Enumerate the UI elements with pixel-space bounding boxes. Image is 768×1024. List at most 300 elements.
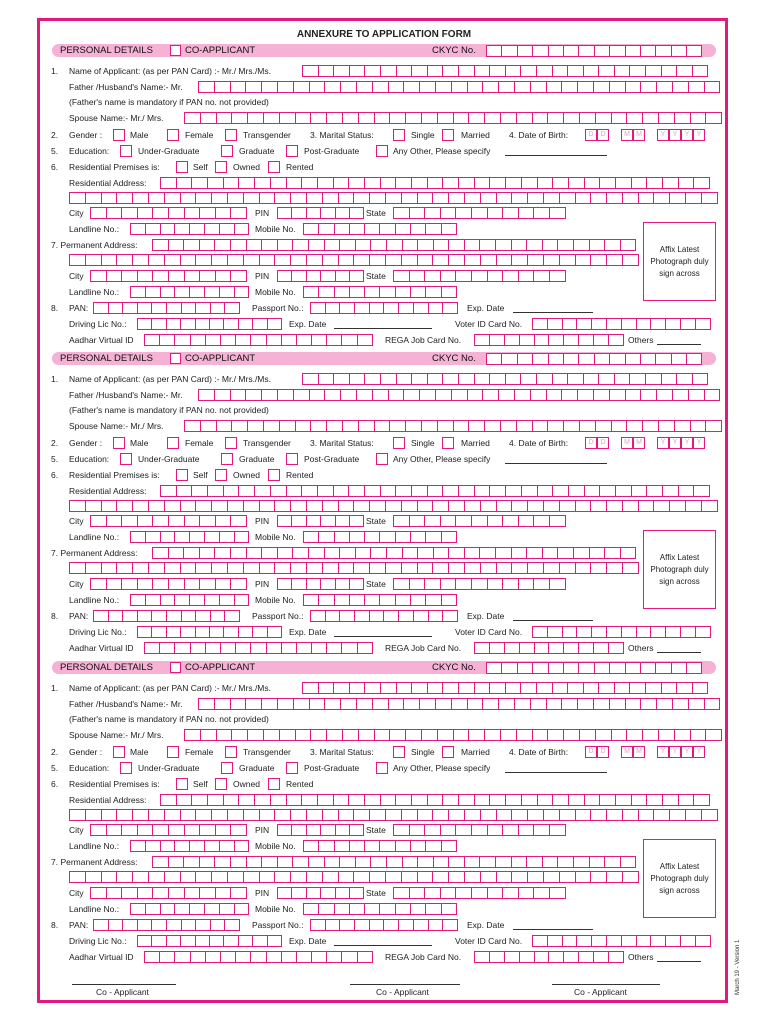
char-box[interactable] (424, 515, 441, 527)
mobile-input[interactable] (303, 840, 456, 852)
char-box[interactable] (204, 594, 220, 606)
char-box[interactable] (686, 662, 702, 674)
char-box[interactable] (152, 547, 169, 559)
char-box[interactable] (534, 642, 550, 654)
char-box[interactable] (227, 562, 244, 574)
char-box[interactable] (199, 515, 216, 527)
dob-digit-box[interactable]: Y (657, 437, 669, 449)
char-box[interactable] (441, 903, 457, 915)
char-box[interactable] (594, 353, 610, 365)
char-box[interactable] (518, 515, 535, 527)
char-box[interactable] (563, 353, 579, 365)
char-box[interactable] (543, 871, 560, 883)
char-box[interactable] (669, 500, 686, 512)
char-box[interactable] (693, 177, 710, 189)
char-box[interactable] (320, 578, 335, 590)
char-box[interactable] (200, 729, 217, 741)
char-box[interactable] (364, 65, 381, 77)
char-box[interactable] (369, 500, 386, 512)
char-box[interactable] (432, 192, 449, 204)
char-box[interactable] (223, 935, 238, 947)
char-box[interactable] (453, 729, 470, 741)
aadhar-input[interactable] (144, 334, 372, 346)
char-box[interactable] (211, 871, 228, 883)
char-box[interactable] (379, 286, 395, 298)
char-box[interactable] (383, 610, 399, 622)
char-box[interactable] (318, 373, 335, 385)
char-box[interactable] (625, 353, 641, 365)
char-box[interactable] (495, 239, 512, 251)
char-box[interactable] (575, 192, 592, 204)
char-box[interactable] (625, 389, 642, 401)
dob-digit-box[interactable]: D (597, 746, 609, 758)
char-box[interactable] (227, 192, 244, 204)
char-box[interactable] (195, 935, 210, 947)
char-box[interactable] (261, 389, 278, 401)
char-box[interactable] (227, 254, 244, 266)
char-box[interactable] (199, 239, 216, 251)
perm-state-input[interactable] (393, 270, 565, 282)
char-box[interactable] (317, 177, 334, 189)
char-box[interactable] (442, 65, 459, 77)
gender-female-checkbox[interactable] (167, 129, 179, 141)
char-box[interactable] (259, 562, 276, 574)
char-box[interactable] (245, 81, 262, 93)
char-box[interactable] (261, 547, 278, 559)
char-box[interactable] (496, 500, 513, 512)
char-box[interactable] (121, 887, 138, 899)
char-box[interactable] (532, 318, 548, 330)
char-box[interactable] (505, 682, 522, 694)
char-box[interactable] (480, 192, 497, 204)
char-box[interactable] (318, 65, 335, 77)
char-box[interactable] (484, 420, 501, 432)
premises-self-checkbox[interactable] (176, 161, 188, 173)
char-box[interactable] (243, 562, 260, 574)
char-box[interactable] (215, 270, 232, 282)
char-box[interactable] (349, 594, 365, 606)
char-box[interactable] (518, 824, 535, 836)
char-box[interactable] (277, 389, 294, 401)
char-box[interactable] (132, 192, 149, 204)
char-box[interactable] (220, 642, 236, 654)
char-box[interactable] (567, 373, 584, 385)
char-box[interactable] (442, 302, 458, 314)
char-box[interactable] (151, 610, 167, 622)
char-box[interactable] (661, 373, 678, 385)
char-box[interactable] (230, 547, 247, 559)
char-box[interactable] (385, 809, 402, 821)
char-box[interactable] (231, 420, 248, 432)
char-box[interactable] (191, 485, 208, 497)
char-box[interactable] (219, 286, 235, 298)
char-box[interactable] (214, 389, 231, 401)
char-box[interactable] (688, 81, 705, 93)
char-box[interactable] (440, 887, 457, 899)
char-box[interactable] (690, 729, 707, 741)
char-box[interactable] (548, 353, 564, 365)
char-box[interactable] (121, 824, 138, 836)
char-box[interactable] (166, 919, 182, 931)
char-box[interactable] (427, 682, 444, 694)
char-box[interactable] (325, 919, 341, 931)
char-box[interactable] (402, 239, 419, 251)
char-box[interactable] (620, 856, 637, 868)
char-box[interactable] (204, 223, 220, 235)
char-box[interactable] (159, 334, 175, 346)
char-box[interactable] (335, 887, 350, 899)
char-box[interactable] (324, 389, 341, 401)
char-box[interactable] (379, 840, 395, 852)
char-box[interactable] (303, 531, 319, 543)
char-box[interactable] (448, 547, 465, 559)
char-box[interactable] (101, 254, 118, 266)
perm-state-input[interactable] (393, 887, 565, 899)
char-box[interactable] (559, 562, 576, 574)
char-box[interactable] (340, 698, 357, 710)
residential-address-line-1[interactable] (160, 794, 709, 806)
char-box[interactable] (317, 485, 334, 497)
edu-post-graduate-checkbox[interactable] (286, 762, 298, 774)
perm-city-input[interactable] (90, 578, 246, 590)
char-box[interactable] (441, 594, 457, 606)
char-box[interactable] (433, 547, 450, 559)
mobile-input[interactable] (303, 531, 456, 543)
char-box[interactable] (227, 809, 244, 821)
char-box[interactable] (281, 951, 297, 963)
char-box[interactable] (646, 177, 663, 189)
char-box[interactable] (393, 824, 410, 836)
char-box[interactable] (409, 824, 426, 836)
char-box[interactable] (183, 856, 200, 868)
char-box[interactable] (606, 871, 623, 883)
edu-specify-line[interactable] (505, 763, 607, 773)
char-box[interactable] (393, 578, 410, 590)
char-box[interactable] (230, 856, 247, 868)
char-box[interactable] (411, 373, 428, 385)
char-box[interactable] (611, 420, 628, 432)
char-box[interactable] (549, 824, 566, 836)
char-box[interactable] (563, 334, 579, 346)
driving-exp-date-line[interactable] (334, 936, 432, 946)
marital-single-checkbox[interactable] (393, 437, 405, 449)
others-line[interactable] (657, 335, 701, 345)
char-box[interactable] (389, 729, 406, 741)
char-box[interactable] (230, 698, 247, 710)
char-box[interactable] (534, 334, 550, 346)
dob-digit-box[interactable]: M (621, 746, 633, 758)
char-box[interactable] (292, 856, 309, 868)
char-box[interactable] (530, 389, 547, 401)
char-box[interactable] (410, 840, 426, 852)
permanent-address-line-1[interactable] (152, 547, 635, 559)
char-box[interactable] (326, 420, 343, 432)
char-box[interactable] (631, 177, 648, 189)
char-box[interactable] (209, 318, 224, 330)
char-box[interactable] (261, 239, 278, 251)
char-box[interactable] (622, 500, 639, 512)
char-box[interactable] (557, 856, 574, 868)
ckyc-input[interactable] (486, 662, 701, 674)
char-box[interactable] (130, 223, 146, 235)
char-box[interactable] (339, 856, 356, 868)
char-box[interactable] (69, 562, 86, 574)
char-box[interactable] (235, 951, 251, 963)
char-box[interactable] (69, 809, 86, 821)
char-box[interactable] (417, 500, 434, 512)
char-box[interactable] (176, 794, 193, 806)
char-box[interactable] (349, 903, 365, 915)
char-box[interactable] (521, 794, 538, 806)
char-box[interactable] (638, 809, 655, 821)
char-box[interactable] (243, 809, 260, 821)
char-box[interactable] (322, 871, 339, 883)
char-box[interactable] (132, 871, 149, 883)
char-box[interactable] (417, 856, 434, 868)
char-box[interactable] (608, 642, 624, 654)
char-box[interactable] (220, 951, 236, 963)
char-box[interactable] (622, 562, 639, 574)
char-box[interactable] (355, 239, 372, 251)
char-box[interactable] (357, 334, 373, 346)
char-box[interactable] (180, 192, 197, 204)
char-box[interactable] (191, 794, 208, 806)
char-box[interactable] (174, 531, 190, 543)
char-box[interactable] (349, 207, 364, 219)
char-box[interactable] (108, 610, 124, 622)
char-box[interactable] (274, 562, 291, 574)
char-box[interactable] (403, 81, 420, 93)
char-box[interactable] (622, 871, 639, 883)
pin-input[interactable] (277, 207, 363, 219)
char-box[interactable] (532, 935, 548, 947)
char-box[interactable] (166, 935, 181, 947)
char-box[interactable] (395, 177, 412, 189)
char-box[interactable] (484, 729, 501, 741)
char-box[interactable] (658, 729, 675, 741)
char-box[interactable] (290, 192, 307, 204)
char-box[interactable] (279, 729, 296, 741)
char-box[interactable] (455, 270, 472, 282)
state-input[interactable] (393, 515, 565, 527)
char-box[interactable] (474, 794, 491, 806)
char-box[interactable] (106, 207, 123, 219)
char-box[interactable] (290, 562, 307, 574)
char-box[interactable] (393, 270, 410, 282)
char-box[interactable] (552, 177, 569, 189)
applicant-name-input[interactable] (302, 373, 707, 385)
char-box[interactable] (166, 610, 182, 622)
char-box[interactable] (174, 642, 190, 654)
char-box[interactable] (642, 420, 659, 432)
char-box[interactable] (195, 610, 211, 622)
char-box[interactable] (598, 65, 615, 77)
char-box[interactable] (349, 682, 366, 694)
char-box[interactable] (174, 903, 190, 915)
char-box[interactable] (517, 45, 533, 57)
char-box[interactable] (611, 112, 628, 124)
dob-digit-box[interactable]: Y (669, 129, 681, 141)
marital-single-checkbox[interactable] (393, 129, 405, 141)
char-box[interactable] (685, 192, 702, 204)
char-box[interactable] (353, 192, 370, 204)
premises-owned-checkbox[interactable] (215, 161, 227, 173)
char-box[interactable] (246, 856, 263, 868)
char-box[interactable] (427, 65, 444, 77)
char-box[interactable] (270, 794, 287, 806)
char-box[interactable] (411, 794, 428, 806)
char-box[interactable] (467, 698, 484, 710)
char-box[interactable] (417, 809, 434, 821)
char-box[interactable] (223, 626, 238, 638)
char-box[interactable] (370, 856, 387, 868)
char-box[interactable] (402, 547, 419, 559)
char-box[interactable] (686, 45, 702, 57)
char-box[interactable] (322, 500, 339, 512)
char-box[interactable] (704, 389, 721, 401)
char-box[interactable] (243, 192, 260, 204)
char-box[interactable] (148, 871, 165, 883)
char-box[interactable] (656, 81, 673, 93)
char-box[interactable] (395, 485, 412, 497)
char-box[interactable] (144, 951, 160, 963)
char-box[interactable] (669, 809, 686, 821)
char-box[interactable] (561, 81, 578, 93)
char-box[interactable] (640, 81, 657, 93)
char-box[interactable] (542, 856, 559, 868)
char-box[interactable] (168, 270, 185, 282)
dob-digit-box[interactable]: D (597, 129, 609, 141)
char-box[interactable] (548, 662, 564, 674)
char-box[interactable] (180, 562, 197, 574)
char-box[interactable] (609, 662, 625, 674)
dob-digit-box[interactable]: Y (681, 129, 693, 141)
dob-digit-box[interactable]: Y (693, 437, 705, 449)
char-box[interactable] (385, 500, 402, 512)
char-box[interactable] (435, 81, 452, 93)
char-box[interactable] (496, 809, 513, 821)
residential-address-line-1[interactable] (160, 485, 709, 497)
char-box[interactable] (498, 81, 515, 93)
char-box[interactable] (219, 594, 235, 606)
char-box[interactable] (395, 531, 411, 543)
char-box[interactable] (578, 642, 594, 654)
char-box[interactable] (437, 729, 454, 741)
char-box[interactable] (583, 65, 600, 77)
rega-input[interactable] (474, 642, 623, 654)
char-box[interactable] (471, 887, 488, 899)
char-box[interactable] (151, 302, 167, 314)
char-box[interactable] (442, 610, 458, 622)
char-box[interactable] (534, 951, 550, 963)
char-box[interactable] (310, 302, 326, 314)
char-box[interactable] (548, 642, 564, 654)
char-box[interactable] (393, 887, 410, 899)
pin-input[interactable] (277, 515, 363, 527)
char-box[interactable] (620, 239, 637, 251)
char-box[interactable] (543, 500, 560, 512)
char-box[interactable] (428, 610, 444, 622)
char-box[interactable] (137, 270, 154, 282)
char-box[interactable] (369, 562, 386, 574)
char-box[interactable] (480, 809, 497, 821)
char-box[interactable] (590, 192, 607, 204)
char-box[interactable] (386, 547, 403, 559)
gender-male-checkbox[interactable] (113, 129, 125, 141)
char-box[interactable] (322, 192, 339, 204)
char-box[interactable] (427, 177, 444, 189)
char-box[interactable] (511, 562, 528, 574)
char-box[interactable] (164, 562, 181, 574)
char-box[interactable] (160, 223, 176, 235)
char-box[interactable] (599, 485, 616, 497)
char-box[interactable] (369, 302, 385, 314)
char-box[interactable] (318, 286, 334, 298)
char-box[interactable] (419, 698, 436, 710)
char-box[interactable] (349, 373, 366, 385)
char-box[interactable] (653, 192, 670, 204)
char-box[interactable] (339, 302, 355, 314)
char-box[interactable] (511, 500, 528, 512)
char-box[interactable] (693, 485, 710, 497)
char-box[interactable] (195, 318, 210, 330)
char-box[interactable] (364, 373, 381, 385)
char-box[interactable] (174, 223, 190, 235)
char-box[interactable] (536, 373, 553, 385)
premises-rented-checkbox[interactable] (268, 161, 280, 173)
char-box[interactable] (409, 515, 426, 527)
residential-address-line-1[interactable] (160, 177, 709, 189)
char-box[interactable] (215, 578, 232, 590)
char-box[interactable] (200, 112, 217, 124)
char-box[interactable] (270, 177, 287, 189)
char-box[interactable] (369, 610, 385, 622)
char-box[interactable] (364, 794, 381, 806)
char-box[interactable] (467, 81, 484, 93)
char-box[interactable] (671, 353, 687, 365)
char-box[interactable] (247, 112, 264, 124)
char-box[interactable] (464, 239, 481, 251)
char-box[interactable] (398, 302, 414, 314)
char-box[interactable] (464, 562, 481, 574)
char-box[interactable] (190, 334, 206, 346)
char-box[interactable] (398, 610, 414, 622)
char-box[interactable] (219, 531, 235, 543)
aadhar-input[interactable] (144, 951, 372, 963)
char-box[interactable] (116, 500, 133, 512)
co-applicant-checkbox[interactable] (170, 662, 181, 673)
dob-digit-box[interactable]: Y (657, 129, 669, 141)
char-box[interactable] (576, 626, 592, 638)
char-box[interactable] (137, 610, 153, 622)
char-box[interactable] (184, 887, 201, 899)
marital-married-checkbox[interactable] (442, 129, 454, 141)
char-box[interactable] (705, 729, 722, 741)
char-box[interactable] (546, 389, 563, 401)
char-box[interactable] (543, 192, 560, 204)
char-box[interactable] (395, 286, 411, 298)
char-box[interactable] (567, 65, 584, 77)
char-box[interactable] (286, 794, 303, 806)
char-box[interactable] (409, 207, 426, 219)
char-box[interactable] (93, 302, 109, 314)
char-box[interactable] (448, 562, 465, 574)
char-box[interactable] (389, 112, 406, 124)
char-box[interactable] (410, 286, 426, 298)
char-box[interactable] (310, 919, 326, 931)
char-box[interactable] (216, 420, 233, 432)
perm-mobile-input[interactable] (303, 594, 456, 606)
